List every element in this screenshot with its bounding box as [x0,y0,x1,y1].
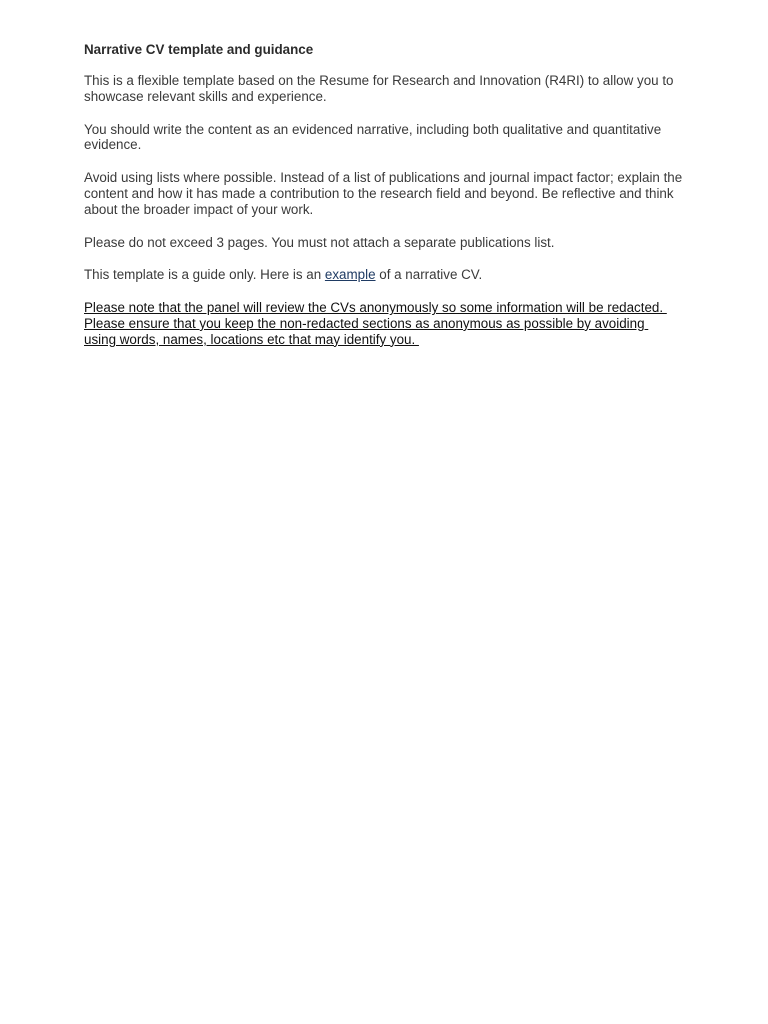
note-line-1: Please note that the panel will review the CVs anonymously so some information will be redacted. [84,300,667,316]
paragraph-guide [84,267,708,283]
document-title: Narrative CV template and guidance [84,42,314,57]
paragraph-evidence: You should write the content as an evidenced narrative, including both qualitative and quantitative evidence. [84,121,662,153]
guide-text-before: This template is a guide only. Here is an [84,267,325,283]
document-page [84,42,708,348]
note-line-3: using words, names, locations etc that may identify you. [84,331,419,347]
paragraph-avoid-lists: Avoid using lists where possible. Instead of a list of publications and journal impact factor; explain the content and how it has made a contribution to the research field and beyond. Be reflective and think about the broader impact of your work. [84,170,683,217]
guide-text-after: of a narrative CV. [375,267,483,283]
anonymity-note [84,300,708,347]
paragraph-page-limit: Please do not exceed 3 pages. You must not attach a separate publications list. [84,234,555,250]
example-link[interactable]: example [324,267,376,283]
note-line-2: Please ensure that you keep the non-redacted sections as anonymous as possible by avoiding [84,315,649,331]
paragraph-intro: This is a flexible template based on the Resume for Research and Innovation (R4RI) to allow you to showcase relevant skills and experience. [84,73,674,104]
